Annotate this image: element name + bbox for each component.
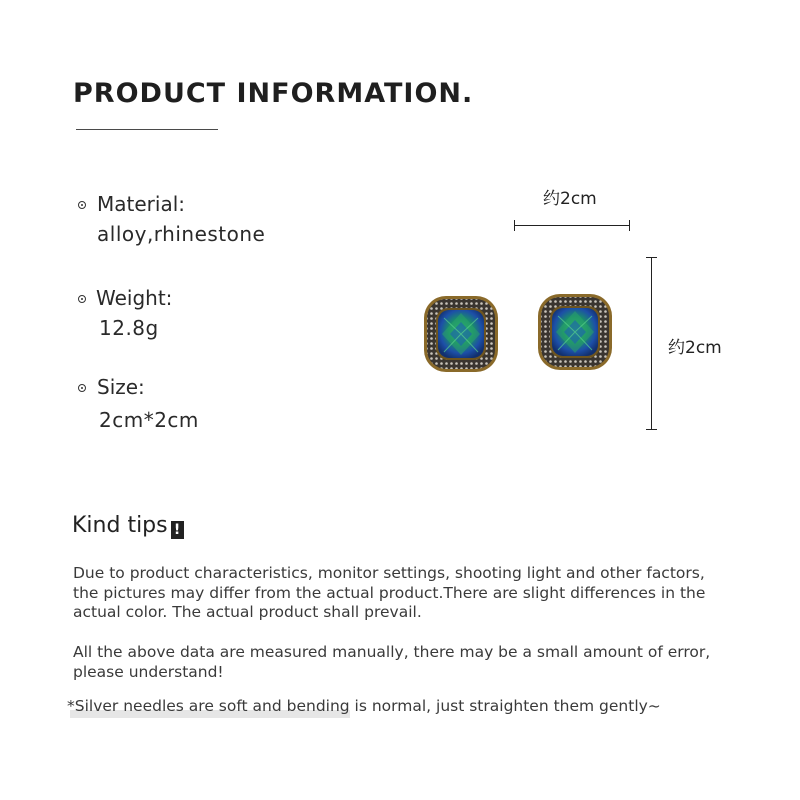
height-dimension-line	[651, 257, 652, 429]
width-dimension-label: 约2cm	[543, 189, 597, 209]
spec-label-material: Material:	[97, 192, 185, 216]
tips-paragraph-1: Due to product characteristics, monitor settings, shooting light and other factors, the pictures may differ from the actual product.There are slight differences in the actual color. The actual product shall prevail.	[73, 564, 706, 621]
spec-label-weight: Weight:	[96, 286, 173, 310]
earring-left	[424, 296, 498, 372]
bullet-icon	[78, 384, 86, 392]
spec-label-size: Size:	[97, 375, 145, 399]
bullet-icon	[78, 295, 86, 303]
earring-right	[538, 294, 612, 370]
tips-note: *Silver needles are soft and bending is normal, just straighten them gently~	[67, 697, 661, 715]
width-dimension-tick	[514, 220, 515, 231]
spec-value-weight: 12.8g	[99, 316, 159, 340]
title-divider	[76, 129, 218, 130]
width-dimension-tick	[629, 220, 630, 231]
spec-value-size: 2cm*2cm	[99, 408, 199, 432]
page-title: PRODUCT INFORMATION.	[73, 78, 474, 109]
width-dimension-line	[514, 225, 630, 226]
tips-heading	[72, 513, 184, 539]
height-dimension-tick	[646, 429, 657, 430]
height-dimension-label: 约2cm	[668, 338, 722, 358]
exclamation-icon: !	[171, 521, 184, 539]
bullet-icon	[78, 201, 86, 209]
spec-value-material: alloy,rhinestone	[97, 222, 266, 246]
tips-title: Kind tips	[72, 513, 168, 538]
tips-paragraph-2: All the above data are measured manually, there may be a small amount of error, please understand!	[73, 643, 711, 681]
height-dimension-tick	[646, 257, 657, 258]
product-image	[415, 290, 625, 380]
